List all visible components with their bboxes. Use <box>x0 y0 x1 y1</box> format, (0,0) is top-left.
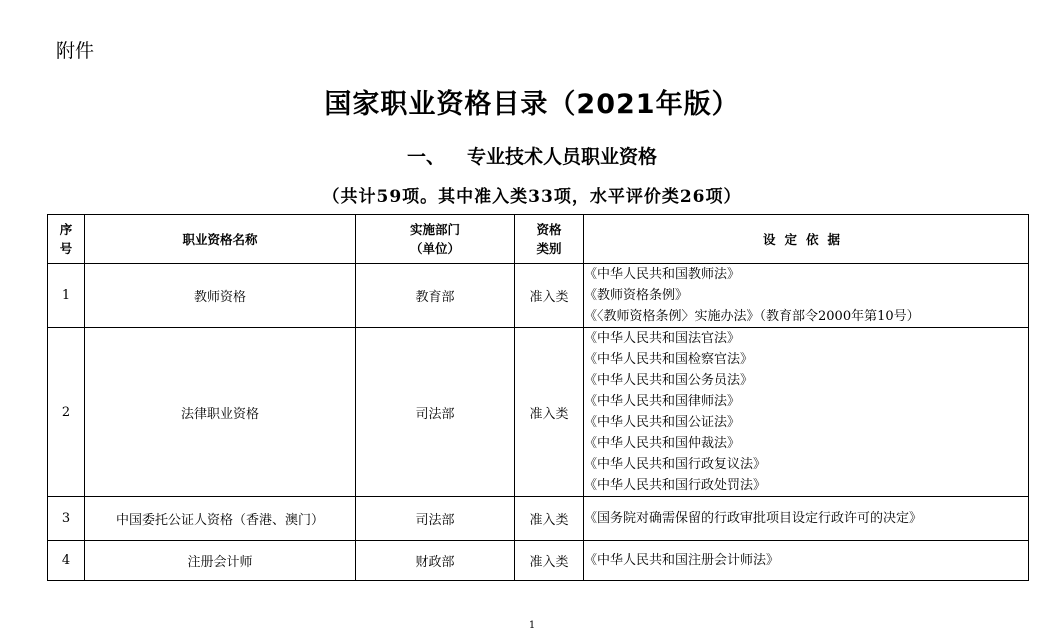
basis-item: 《〈教师资格条例〉实施办法》（教育部令2000年第10号） <box>584 309 920 324</box>
page-number: 1 <box>528 620 536 631</box>
header-serial-line1: 序 <box>59 222 73 237</box>
header-category-line1: 资格 <box>536 222 562 237</box>
row-serial-number: 2 <box>48 328 85 497</box>
header-department-line2: （单位） <box>409 241 460 256</box>
row-legal-basis <box>584 264 1029 328</box>
header-serial-line2: 号 <box>59 241 73 256</box>
basis-item: 《中华人民共和国教师法》 <box>584 267 741 282</box>
table-row <box>48 328 1029 497</box>
table-header-row <box>48 215 1029 264</box>
row-legal-basis <box>584 328 1029 497</box>
header-department <box>356 215 515 264</box>
qualification-table <box>47 214 1029 581</box>
attachment-label: 附件 <box>56 40 95 62</box>
basis-item: 《中华人民共和国法官法》 <box>584 331 741 346</box>
header-department-line1: 实施部门 <box>409 222 460 237</box>
row-qualification-name: 教师资格 <box>85 264 356 328</box>
basis-item: 《中华人民共和国注册会计师法》 <box>584 553 780 568</box>
basis-item: 《中华人民共和国仲裁法》 <box>584 436 741 451</box>
basis-item: 《中华人民共和国公务员法》 <box>584 373 754 388</box>
row-category: 准入类 <box>515 541 584 581</box>
row-department: 司法部 <box>356 328 515 497</box>
section-title: 专业技术人员职业资格 <box>467 146 658 168</box>
header-serial-number <box>48 215 85 264</box>
row-category: 准入类 <box>515 497 584 541</box>
row-serial-number: 1 <box>48 264 85 328</box>
row-serial-number: 3 <box>48 497 85 541</box>
header-category-line2: 类别 <box>536 241 562 256</box>
basis-item: 《中华人民共和国检察官法》 <box>584 352 754 367</box>
header-qualification-name: 职业资格名称 <box>85 215 356 264</box>
basis-item: 《中华人民共和国律师法》 <box>584 394 741 409</box>
basis-item: 《中华人民共和国行政复议法》 <box>584 457 767 472</box>
header-legal-basis: 设定依据 <box>584 215 1029 264</box>
header-category <box>515 215 584 264</box>
summary-note: （共计59项。其中准入类33项，水平评价类26项） <box>322 187 742 207</box>
basis-item: 《中华人民共和国行政处罚法》 <box>584 478 767 493</box>
basis-item: 《国务院对确需保留的行政审批项目设定行政许可的决定》 <box>584 511 923 526</box>
row-legal-basis <box>584 497 1029 541</box>
basis-item: 《教师资格条例》 <box>584 288 689 303</box>
table-row <box>48 541 1029 581</box>
row-qualification-name: 中国委托公证人资格（香港、澳门） <box>85 497 356 541</box>
row-legal-basis <box>584 541 1029 581</box>
row-department: 教育部 <box>356 264 515 328</box>
section-number: 一、 <box>406 146 445 168</box>
document-title: 国家职业资格目录（2021年版） <box>324 89 740 120</box>
basis-item: 《中华人民共和国公证法》 <box>584 415 741 430</box>
row-department: 财政部 <box>356 541 515 581</box>
row-serial-number: 4 <box>48 541 85 581</box>
section-heading <box>0 142 1064 169</box>
row-department: 司法部 <box>356 497 515 541</box>
row-category: 准入类 <box>515 264 584 328</box>
row-qualification-name: 注册会计师 <box>85 541 356 581</box>
table-row <box>48 264 1029 328</box>
row-category: 准入类 <box>515 328 584 497</box>
table-row <box>48 497 1029 541</box>
row-qualification-name: 法律职业资格 <box>85 328 356 497</box>
